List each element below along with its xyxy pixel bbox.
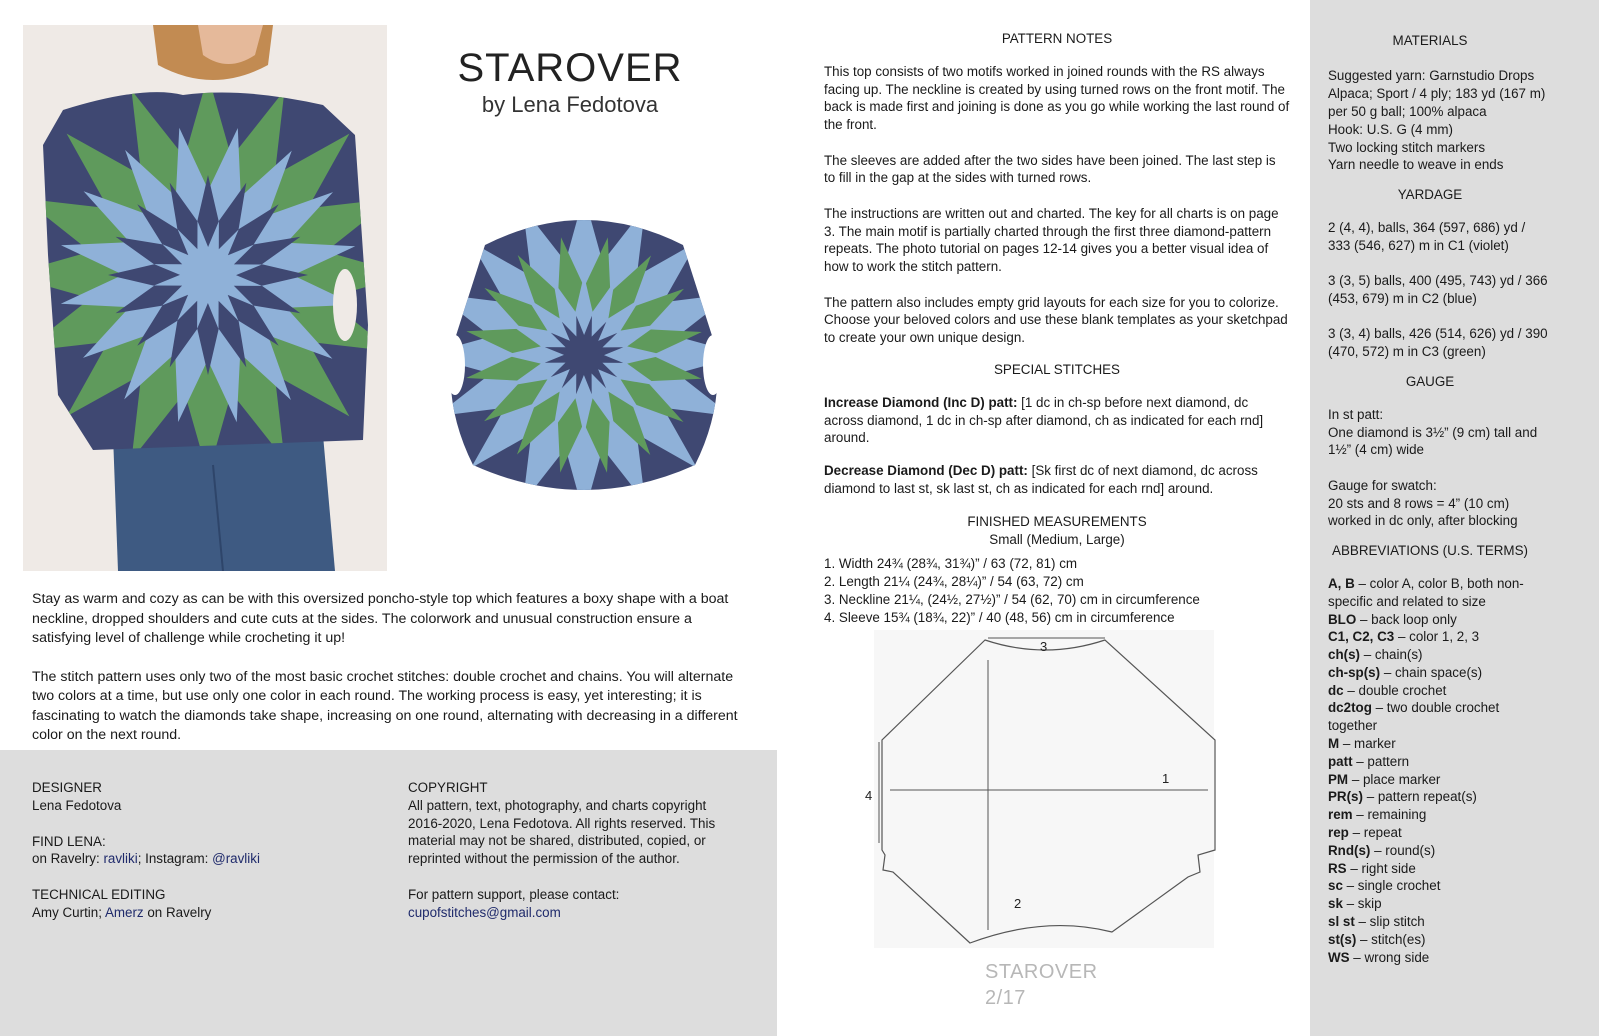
- find-label: FIND LENA:: [32, 833, 106, 849]
- abbreviation-item: sl st – slip stitch: [1328, 914, 1425, 930]
- measurement-item: 1. Width 24¾ (28¾, 31¾)” / 63 (72, 81) cm: [824, 556, 1078, 572]
- schematic-diagram: [860, 630, 1220, 950]
- gauge-line: Gauge for swatch:: [1328, 477, 1437, 493]
- yardage-item: 3 (3, 5) balls, 400 (495, 743) yd / 366 (453, 679) m in C2 (blue): [1328, 273, 1548, 306]
- flat-garment-photo: [425, 205, 743, 515]
- abbreviation-item: ch-sp(s) – chain space(s): [1328, 664, 1483, 680]
- measurements-list: [824, 555, 1290, 626]
- materials-line: Two locking stitch markers: [1328, 139, 1486, 155]
- measurement-item: 2. Length 21¼ (24¾, 28¼)” / 54 (63, 72) cm: [824, 574, 1084, 590]
- gauge-line: In st patt:: [1328, 406, 1384, 422]
- title-block: [420, 45, 720, 119]
- special-stitch-item: Increase Diamond (Inc D) patt: [1 dc in ch-sp before next diamond, dc across diamond, 1 dc in ch-sp after diamond, ch as indicated for each rnd] around.: [824, 394, 1264, 446]
- materials-heading: MATERIALS: [1392, 33, 1468, 48]
- designer-label: DESIGNER: [32, 780, 102, 795]
- tech-editing-line: Amy Curtin; Amerz on Ravelry: [32, 904, 212, 920]
- yardage-item: 3 (3, 4) balls, 426 (514, 626) yd / 390 (470, 572) m in C3 (green): [1328, 326, 1548, 360]
- yardage-item: 2 (4, 4), balls, 364 (597, 686) yd / 333 (546, 627) m in C1 (violet): [1328, 219, 1526, 253]
- pattern-notes-column: [824, 30, 1290, 627]
- notes-paragraph: This top consists of two motifs worked in joined rounds with the RS always facing up. The neckline is created by using turned rows on the front motif. The back is made first and joining is done as you go while working the last round of the front.: [824, 63, 1290, 133]
- abbreviation-item: Rnd(s) – round(s): [1328, 842, 1436, 858]
- find-line: on Ravelry: ravliki; Instagram: @ravliki: [32, 851, 260, 867]
- intro-paragraph: The stitch pattern uses only two of the most basic crochet stitches: double crochet and chains. You will alternate two colors at a time, but use only one color in each round. The working process is easy, yet interesting; it is fascinating to watch the diamonds take shape, increasing on one round, alternating with decreasing in a different color on the next round.: [32, 668, 738, 743]
- ravelry-link[interactable]: ravliki: [103, 851, 138, 867]
- abbreviations-list: [1328, 575, 1548, 967]
- model-photo: [23, 25, 387, 571]
- editor-link[interactable]: Amerz: [104, 904, 144, 920]
- materials-line: Yarn needle to weave in ends: [1328, 157, 1504, 173]
- abbreviation-item: rem – remaining: [1328, 807, 1427, 823]
- abbreviation-item: dc – double crochet: [1328, 682, 1447, 698]
- abbreviation-item: A, B – color A, color B, both non-specific and related to size: [1328, 575, 1524, 609]
- intro-text: [32, 590, 752, 746]
- abbreviation-item: dc2tog – two double crochet together: [1328, 700, 1500, 734]
- sidebar-panel: [1310, 0, 1599, 1036]
- special-stitch-item: Decrease Diamond (Dec D) patt: [Sk first dc of next diamond, dc across diamond to last st, sk last st, ch as indicated for each rnd] around.: [824, 463, 1258, 496]
- abbreviation-item: st(s) – stitch(es): [1328, 931, 1426, 947]
- page-footer: STAROVER 2/17: [985, 961, 1098, 1009]
- notes-paragraph: The pattern also includes empty grid layouts for each size for you to colorize. Choose your beloved colors and use these blank templates as your sketchpad to create your own unique design.: [824, 294, 1288, 346]
- pattern-notes-heading: PATTERN NOTES: [1001, 31, 1113, 46]
- abbreviation-item: rep – repeat: [1328, 825, 1402, 841]
- gauge-line: One diamond is 3½” (9 cm) tall and 1½” (4 cm) wide: [1328, 424, 1538, 458]
- support-text: For pattern support, please contact:: [408, 886, 620, 902]
- notes-paragraph: The sleeves are added after the two sides have been joined. The last step is to fill in the gap at the sides with turned rows.: [824, 152, 1276, 186]
- measurements-sizes: Small (Medium, Large): [989, 531, 1125, 547]
- notes-paragraph: The instructions are written out and charted. The key for all charts is on page 3. The main motif is partially charted through the first three diamond-pattern repeats. The photo tutorial on pages 12-14 gives you a better visual idea of how to work the stitch pattern.: [824, 205, 1279, 275]
- copyright-text: All pattern, text, photography, and charts copyright 2016-2020, Lena Fedotova. All rights reserved. This material may not be shared, distributed, copied, or reprinted without the permission of the author.: [408, 797, 716, 867]
- special-stitches-heading: SPECIAL STITCHES: [993, 361, 1120, 377]
- yardage-heading: YARDAGE: [1397, 187, 1463, 203]
- instagram-link[interactable]: @ravliki: [212, 851, 260, 867]
- copyright-label: COPYRIGHT: [408, 780, 488, 795]
- abbreviation-item: M – marker: [1328, 736, 1396, 752]
- materials-line: Suggested yarn: Garnstudio Drops Alpaca; Sport / 4 ply; 183 yd (167 m) per 50 g ball; 100% alpaca: [1328, 68, 1546, 119]
- abbreviation-item: ch(s) – chain(s): [1328, 647, 1423, 663]
- pattern-title: STAROVER: [457, 46, 683, 90]
- diagram-label-3: 3: [1040, 639, 1048, 654]
- measurements-heading: FINISHED MEASUREMENTS: [967, 513, 1147, 529]
- materials-line: Hook: U.S. G (4 mm): [1328, 121, 1453, 137]
- abbreviation-item: C1, C2, C3 – color 1, 2, 3: [1328, 629, 1480, 645]
- special-stitches-body: [824, 394, 1290, 498]
- designer-name: Lena Fedotova: [32, 797, 122, 813]
- intro-paragraph: Stay as warm and cozy as can be with this oversized poncho-style top which features a boxy shape with a boat neckline, dropped shoulders and cute cuts at the sides. The colorwork and unusual construction ensure a satisfying level of challenge while crocheting it up!: [32, 591, 729, 646]
- credits-panel: [0, 750, 777, 1036]
- support-email-link[interactable]: cupofstitches@gmail.com: [408, 904, 561, 920]
- measurement-item: 3. Neckline 21¼, (24½, 27½)” / 54 (62, 70) cm in circumference: [824, 591, 1200, 607]
- credits-right: [408, 779, 738, 922]
- abbreviation-item: PR(s) – pattern repeat(s): [1328, 789, 1477, 805]
- gauge-line: 20 sts and 8 rows = 4” (10 cm) worked in dc only, after blocking: [1328, 495, 1518, 529]
- byline: by Lena Fedotova: [481, 92, 659, 117]
- abbreviation-item: PM – place marker: [1328, 771, 1441, 787]
- abbreviations-heading: ABBREVIATIONS (U.S. TERMS): [1332, 543, 1528, 559]
- measurement-item: 4. Sleeve 15¾ (18¾, 22)” / 40 (48, 56) cm in circumference: [824, 609, 1175, 625]
- abbreviation-item: sc – single crochet: [1328, 878, 1441, 894]
- credits-left: [32, 779, 372, 922]
- abbreviation-item: patt – pattern: [1328, 753, 1410, 769]
- pattern-notes-body: [824, 63, 1290, 347]
- abbreviation-item: sk – skip: [1328, 896, 1382, 912]
- abbreviation-item: RS – right side: [1328, 860, 1416, 876]
- diagram-label-2: 2: [1014, 896, 1022, 911]
- diagram-label-1: 1: [1162, 771, 1170, 786]
- abbreviation-item: BLO – back loop only: [1328, 611, 1457, 627]
- diagram-label-4: 4: [865, 788, 873, 803]
- gauge-heading: GAUGE: [1405, 373, 1455, 389]
- tech-editing-label: TECHNICAL EDITING: [32, 887, 166, 903]
- abbreviation-item: WS – wrong side: [1328, 949, 1430, 965]
